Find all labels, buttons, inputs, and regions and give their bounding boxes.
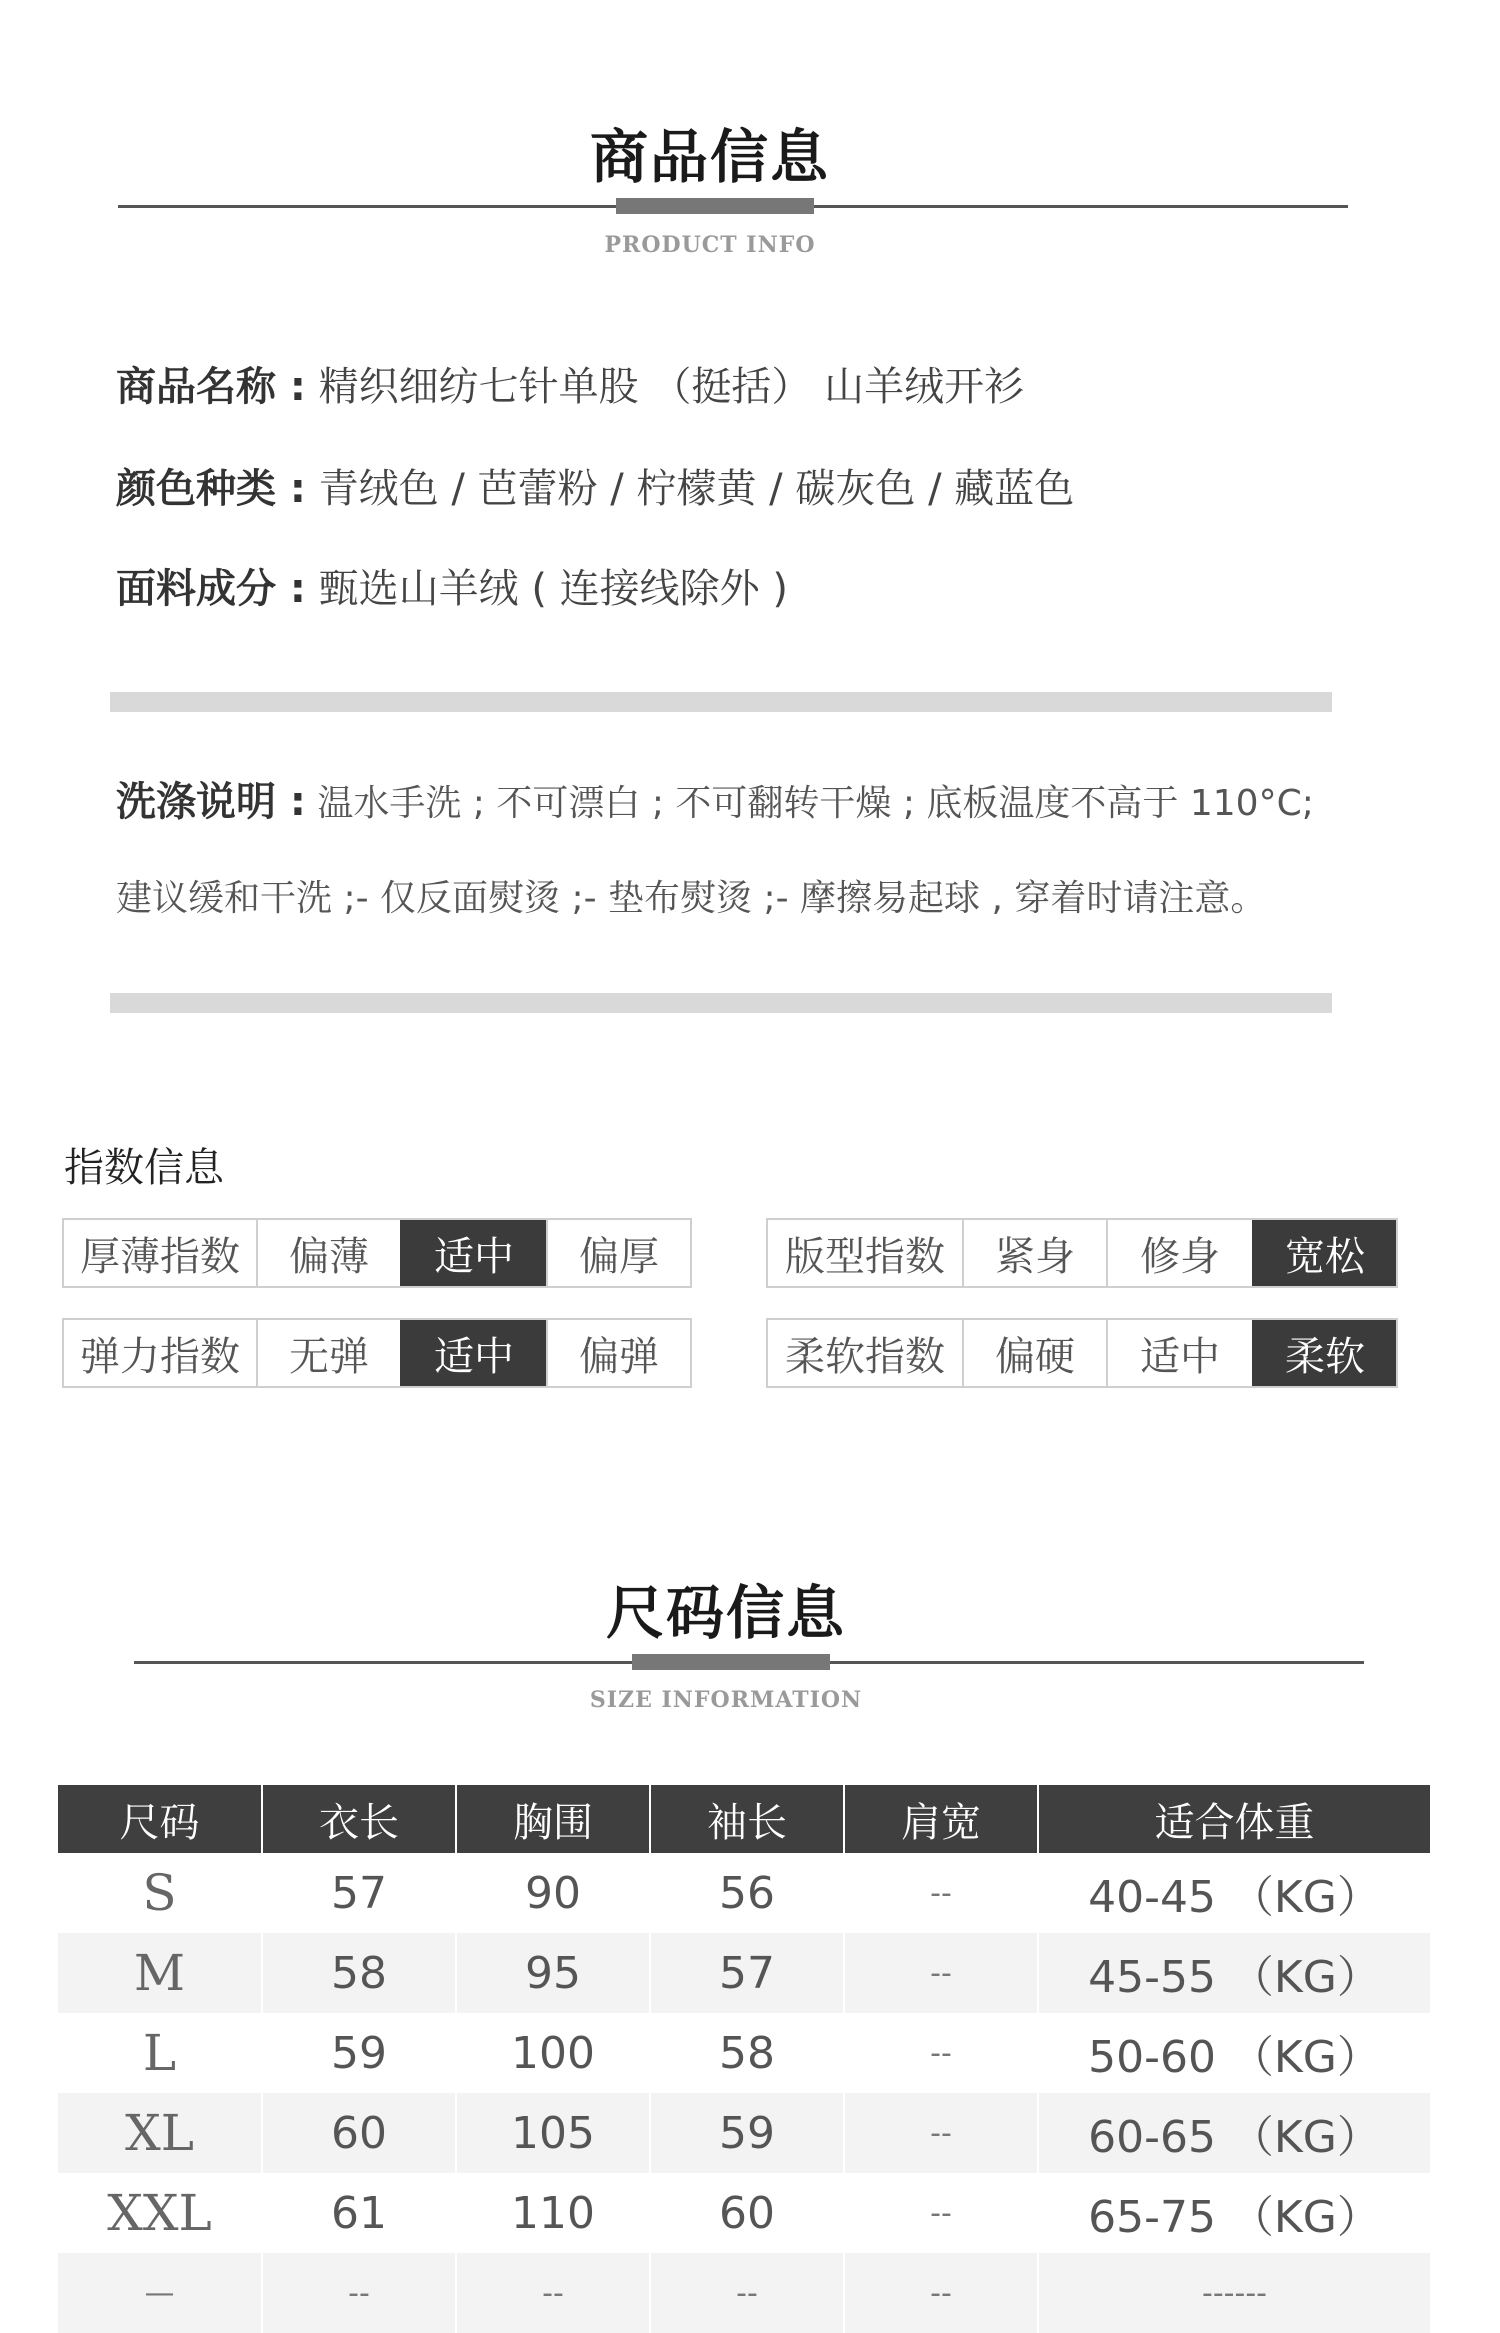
- cell-shoulder: --: [844, 2093, 1038, 2173]
- care-text-1: 温水手洗 ; 不可漂白 ; 不可翻转干燥 ; 底板温度不高于 110°C;: [305, 783, 1314, 824]
- cell-bust: 110: [456, 2173, 650, 2253]
- care-line-1: [116, 770, 1314, 827]
- cell-length: 59: [262, 2013, 456, 2093]
- table-row: [58, 2173, 1430, 2253]
- cell-size: M: [58, 1933, 262, 2013]
- index-title: 指数信息: [64, 1145, 224, 1191]
- divider-bar: [110, 993, 1332, 1013]
- index-label: 弹力指数: [80, 1333, 240, 1380]
- index-option-selected: 宽松: [1252, 1220, 1396, 1286]
- product-info-subtitle: PRODUCT INFO: [604, 232, 816, 258]
- table-row: [58, 2093, 1430, 2173]
- index-option-selected: 适中: [400, 1220, 546, 1286]
- cell-length: 58: [262, 1933, 456, 2013]
- cell-length: 57: [262, 1853, 456, 1933]
- cell-sleeve: 59: [650, 2093, 844, 2173]
- info-row-colors: [116, 457, 1074, 514]
- cell-bust: 105: [456, 2093, 650, 2173]
- info-label: 面料成分 :: [116, 566, 306, 612]
- index-option: 紧身: [962, 1220, 1106, 1286]
- index-option: 修身: [1106, 1220, 1252, 1286]
- table-row: [58, 2013, 1430, 2093]
- info-row-name: [116, 355, 1024, 412]
- cell-sleeve: 58: [650, 2013, 844, 2093]
- cell-size: L: [58, 2013, 262, 2093]
- index-thickness: [62, 1218, 692, 1288]
- index-option: 偏厚: [546, 1220, 690, 1286]
- care-text-2: 建议缓和干洗 ;- 仅反面熨烫 ;- 垫布熨烫 ;- 摩擦易起球 , 穿着时请注意。: [116, 878, 1267, 919]
- index-option: 无弹: [256, 1320, 400, 1386]
- cell-bust: --: [456, 2253, 650, 2333]
- cell-sleeve: 56: [650, 1853, 844, 1933]
- cell-weight: ------: [1038, 2253, 1430, 2333]
- index-elasticity: [62, 1318, 692, 1388]
- col-header-sleeve: 袖长: [650, 1785, 844, 1853]
- product-info-title: 商品信息: [589, 123, 830, 191]
- cell-weight: 60-65 （KG）: [1038, 2093, 1430, 2173]
- cell-shoulder: --: [844, 1933, 1038, 2013]
- info-value: 青绒色 / 芭蕾粉 / 柠檬黄 / 碳灰色 / 藏蓝色: [305, 466, 1075, 512]
- cell-length: --: [262, 2253, 456, 2333]
- info-label: 颜色种类 :: [116, 466, 306, 512]
- index-fit: [766, 1218, 1398, 1288]
- cell-weight: 50-60 （KG）: [1088, 2032, 1381, 2083]
- index-softness: [766, 1318, 1398, 1388]
- index-option: 偏硬: [962, 1320, 1106, 1386]
- col-header-shoulder: 肩宽: [844, 1785, 1038, 1853]
- cell-weight: 40-45 （KG）: [1088, 1872, 1381, 1923]
- index-label: 柔软指数: [785, 1333, 945, 1380]
- cell-weight: 45-55 （KG）: [1038, 1933, 1430, 2013]
- divider-bar: [110, 692, 1332, 712]
- size-info-title: 尺码信息: [605, 1579, 846, 1647]
- col-header-size: 尺码: [58, 1785, 262, 1853]
- care-line-2: [116, 870, 1266, 921]
- cell-weight: 65-75 （KG）: [1088, 2192, 1381, 2243]
- table-row: [58, 2253, 1430, 2333]
- cell-shoulder: --: [844, 2013, 1038, 2093]
- cell-bust: 95: [456, 1933, 650, 2013]
- cell-length: 61: [262, 2173, 456, 2253]
- info-row-fabric: [116, 557, 788, 614]
- col-header-bust: 胸围: [456, 1785, 650, 1853]
- info-value: 甄选山羊绒 ( 连接线除外 ): [305, 566, 788, 612]
- table-header-row: [58, 1785, 1430, 1853]
- info-label: 商品名称 :: [116, 364, 306, 410]
- info-value: 精织细纺七针单股 （挺括） 山羊绒开衫: [305, 364, 1025, 410]
- cell-shoulder: --: [844, 2253, 1038, 2333]
- care-label: 洗涤说明 :: [116, 779, 306, 825]
- cell-size: —: [58, 2253, 262, 2333]
- product-info-accent-bar: [616, 198, 814, 214]
- cell-sleeve: --: [650, 2253, 844, 2333]
- size-info-subtitle: SIZE INFORMATION: [589, 1687, 863, 1713]
- cell-size: S: [58, 1853, 262, 1933]
- cell-sleeve: 60: [650, 2173, 844, 2253]
- cell-bust: 100: [456, 2013, 650, 2093]
- cell-length: 60: [262, 2093, 456, 2173]
- index-option: 偏弹: [546, 1320, 690, 1386]
- cell-sleeve: 57: [650, 1933, 844, 2013]
- cell-size: XXL: [58, 2173, 262, 2253]
- table-row: [58, 1853, 1430, 1933]
- cell-shoulder: --: [844, 2173, 1038, 2253]
- col-header-weight: 适合体重: [1038, 1785, 1430, 1853]
- cell-bust: 90: [456, 1853, 650, 1933]
- index-label: 厚薄指数: [80, 1233, 240, 1280]
- cell-shoulder: --: [844, 1853, 1038, 1933]
- cell-size: XL: [58, 2093, 262, 2173]
- index-option-selected: 适中: [400, 1320, 546, 1386]
- size-table: [58, 1785, 1430, 2333]
- col-header-length: 衣长: [262, 1785, 456, 1853]
- size-info-accent-bar: [632, 1654, 830, 1670]
- table-row: [58, 1933, 1430, 2013]
- index-option-selected: 柔软: [1252, 1320, 1396, 1386]
- index-option: 偏薄: [256, 1220, 400, 1286]
- index-option: 适中: [1106, 1320, 1252, 1386]
- index-label: 版型指数: [785, 1233, 945, 1280]
